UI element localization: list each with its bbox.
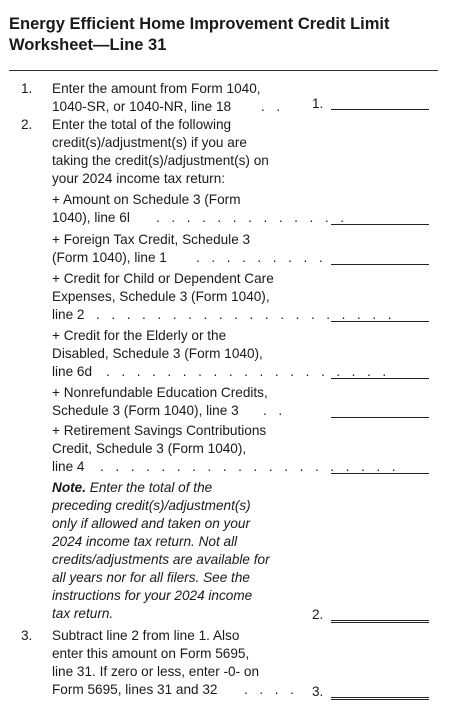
line-2-note: instructions for your 2024 income [52, 588, 253, 603]
line-2-intro: your 2024 income tax return: [52, 171, 226, 186]
worksheet-title: Energy Efficient Home Improvement Credit Limit Worksheet—Line 31 [9, 15, 390, 54]
item-retirement-savings-credit-field[interactable] [331, 473, 429, 474]
line-3-number: 3. [21, 628, 33, 643]
line-2-note: all years nor for all filers. See the [52, 570, 250, 585]
item-foreign-tax-credit: (Form 1040), line 1 [52, 250, 167, 265]
line-2-note: preceding credit(s)/adjustment(s) [52, 498, 251, 513]
item-elderly-disabled-credit: + Credit for the Elderly or the [52, 328, 227, 343]
item-education-credits: Schedule 3 (Form 1040), line 3 [52, 403, 239, 418]
item-foreign-tax-credit-field[interactable] [331, 264, 429, 265]
item-schedule3-line6l: + Amount on Schedule 3 (Form [52, 192, 241, 207]
item-education-credits-field[interactable] [331, 417, 429, 418]
line-2-note: credits/adjustments are available for [52, 552, 270, 567]
item-education-credits: + Nonrefundable Education Credits, [52, 385, 268, 400]
line-1-text-a: Enter the amount from Form 1040, [52, 81, 261, 96]
item-dependent-care-credit: Expenses, Schedule 3 (Form 1040), [52, 289, 270, 304]
line-3-answer-label: 3. [312, 684, 324, 699]
line-2-note: tax return. [52, 606, 114, 621]
item-elderly-disabled-credit-field[interactable] [331, 378, 429, 379]
leader-dots: . . [261, 99, 285, 114]
item-schedule3-line6l: 1040), line 6l [52, 210, 130, 225]
note-text: Enter the total of the [85, 480, 213, 495]
line-3-answer-field[interactable] [331, 697, 429, 700]
line-3-text: Subtract line 2 from line 1. Also [52, 628, 240, 643]
line-2-note [52, 479, 212, 497]
line-2-intro: taking the credit(s)/adjustment(s) on [52, 153, 269, 168]
leader-dots: . . . . . . . . . [196, 250, 327, 265]
leader-dots: . . . . . . . . . . . . . . . . . . . . [100, 459, 400, 474]
line-1-text-b: 1040-SR, or 1040-NR, line 18 [52, 99, 232, 114]
leader-dots: . . . . . . . . . . . . . . . . . . . . [96, 307, 396, 322]
item-retirement-savings-credit: line 4 [52, 459, 85, 474]
item-dependent-care-credit: + Credit for Child or Dependent Care [52, 271, 274, 286]
line-2-note: 2024 income tax return. Not all [52, 534, 238, 549]
item-dependent-care-credit: line 2 [52, 307, 85, 322]
line-3-text: enter this amount on Form 5695, [52, 646, 250, 661]
line-2-number: 2. [21, 117, 33, 132]
item-dependent-care-credit-field[interactable] [331, 321, 429, 322]
item-schedule3-line6l-field[interactable] [331, 224, 429, 225]
item-foreign-tax-credit: + Foreign Tax Credit, Schedule 3 [52, 232, 251, 247]
line-1-number: 1. [21, 81, 33, 96]
line-2-answer-label: 2. [312, 607, 324, 622]
leader-dots: . . [263, 403, 287, 418]
note-label: Note. [52, 480, 86, 495]
line-2-note: only if allowed and taken on your [52, 516, 250, 531]
title-divider [9, 70, 438, 71]
leader-dots: . . . . . . . . . . . . . . . . . . . [106, 364, 391, 379]
line-3-text: line 31. If zero or less, enter -0- on [52, 664, 260, 679]
line-1-answer-label: 1. [312, 96, 324, 111]
leader-dots: . . . . . . . . . . . . . [156, 210, 348, 225]
line-3-text: Form 5695, lines 31 and 32 [52, 682, 218, 697]
line-2-intro: Enter the total of the following [52, 117, 232, 132]
line-1-answer-field[interactable] [331, 109, 429, 110]
item-retirement-savings-credit: Credit, Schedule 3 (Form 1040), [52, 441, 247, 456]
leader-dots: . . . . [244, 682, 298, 697]
item-elderly-disabled-credit: Disabled, Schedule 3 (Form 1040), [52, 346, 263, 361]
item-elderly-disabled-credit: line 6d [52, 364, 93, 379]
line-2-intro: credit(s)/adjustment(s) if you are [52, 135, 247, 150]
line-2-answer-field[interactable] [331, 620, 429, 623]
item-retirement-savings-credit: + Retirement Savings Contributions [52, 423, 267, 438]
